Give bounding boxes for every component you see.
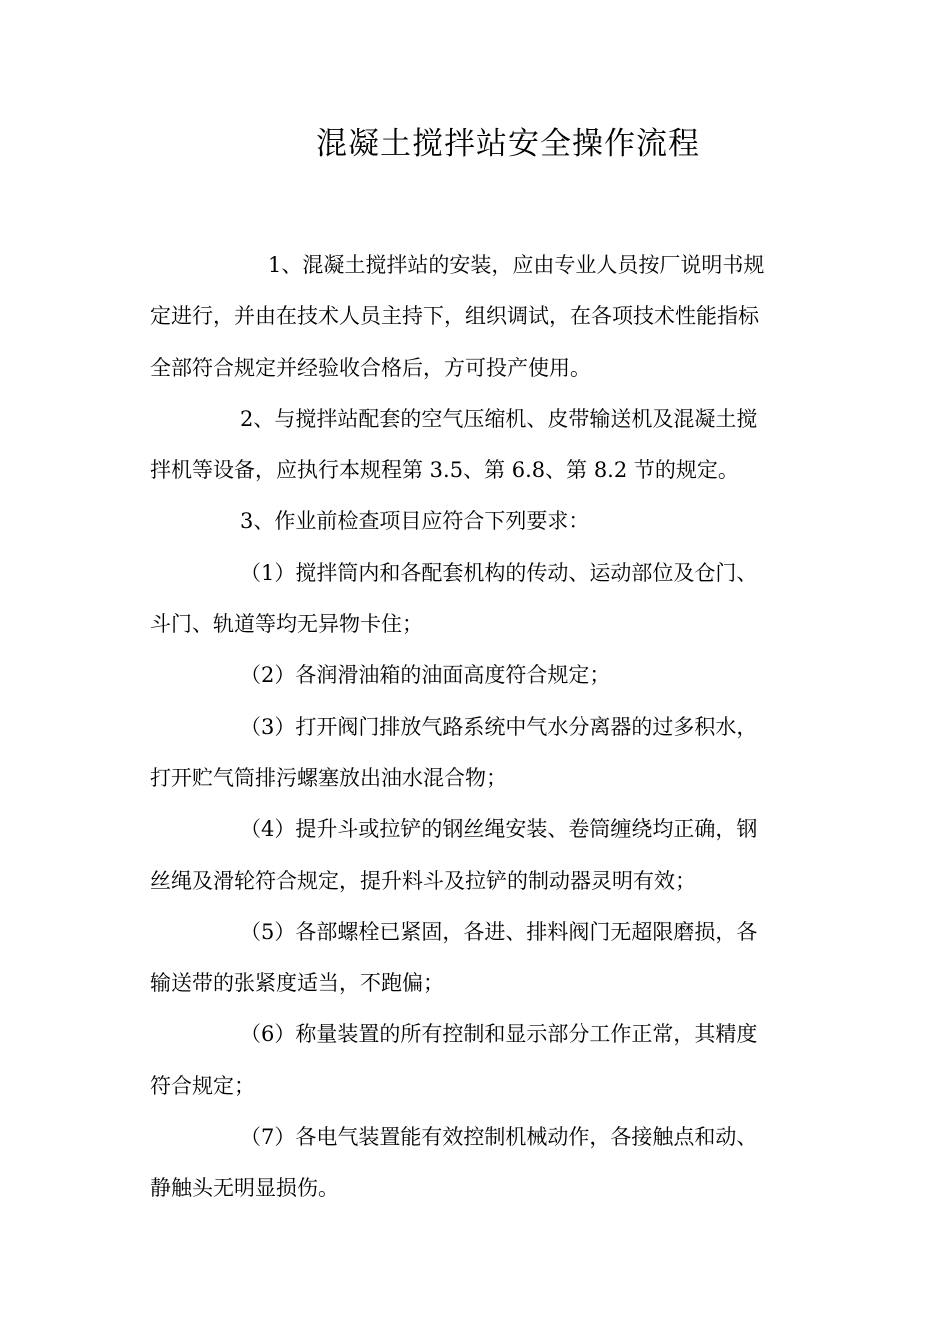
paragraph-1 bbox=[150, 240, 800, 394]
paragraph-line: 斗门、轨道等均无异物卡住； bbox=[150, 612, 423, 637]
paragraph-line: （3）打开阀门排放气路系统中气水分离器的过多积水， bbox=[240, 714, 758, 739]
paragraph-line: （1）搅拌筒内和各配套机构的传动、运动部位及仓门、 bbox=[240, 560, 758, 585]
document-title: 混凝土搅拌站安全操作流程 bbox=[316, 126, 700, 162]
paragraph-line: 打开贮气筒排污螺塞放出油水混合物； bbox=[150, 765, 507, 790]
list-item-4 bbox=[150, 804, 800, 907]
document-body bbox=[150, 240, 800, 1215]
paragraph-line: 3、作业前检查项目应符合下列要求： bbox=[240, 509, 590, 534]
list-item-3 bbox=[150, 702, 800, 805]
paragraph-line: （6）称量装置的所有控制和显示部分工作正常，其精度 bbox=[240, 1022, 758, 1047]
paragraph-line: 丝绳及滑轮符合规定，提升料斗及拉铲的制动器灵明有效； bbox=[150, 868, 696, 893]
paragraph-line: （7）各电气装置能有效控制机械动作，各接触点和动、 bbox=[240, 1125, 758, 1150]
paragraph-line: 1、混凝土搅拌站的安装，应由专业人员按厂说明书规 bbox=[268, 253, 765, 277]
paragraph-line: 定进行，并由在技术人员主持下，组织调试，在各项技术性能指标 bbox=[150, 304, 759, 329]
paragraph-line: （2）各润滑油箱的油面高度符合规定； bbox=[240, 663, 611, 688]
list-item-1 bbox=[150, 548, 800, 651]
paragraph-3 bbox=[150, 496, 800, 547]
paragraph-line: 输送带的张紧度适当，不跑偏； bbox=[150, 971, 444, 996]
paragraph-line: 符合规定； bbox=[150, 1073, 255, 1098]
list-item-2 bbox=[150, 650, 800, 701]
paragraph-line: （4）提升斗或拉铲的钢丝绳安装、卷筒缠绕均正确，钢 bbox=[240, 817, 758, 842]
paragraph-line: 静触头无明显损伤。 bbox=[150, 1176, 339, 1201]
list-item-6 bbox=[150, 1009, 800, 1112]
paragraph-line: 2、与搅拌站配套的空气压缩机、皮带输送机及混凝土搅 bbox=[240, 406, 758, 431]
paragraph-2 bbox=[150, 394, 800, 497]
paragraph-line: （5）各部螺栓已紧固，各进、排料阀门无超限磨损，各 bbox=[240, 919, 758, 944]
paragraph-line: 全部符合规定并经验收合格后，方可投产使用。 bbox=[150, 355, 591, 380]
list-item-7 bbox=[150, 1112, 800, 1215]
paragraph-line: 拌机等设备，应执行本规程第 3.5、第 6.8、第 8.2 节的规定。 bbox=[150, 458, 739, 483]
list-item-5 bbox=[150, 907, 800, 1010]
